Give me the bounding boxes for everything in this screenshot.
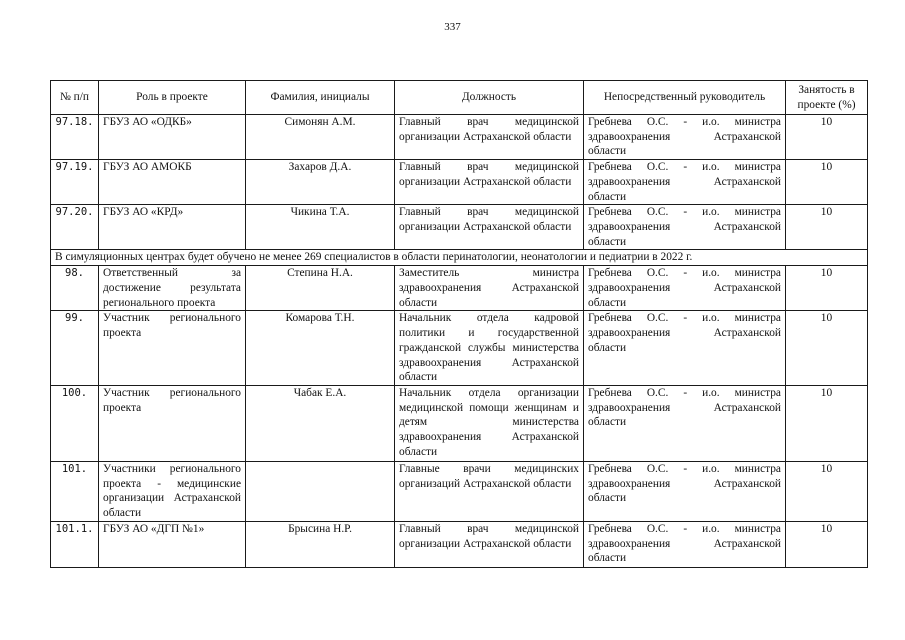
row-num: 97.18. — [51, 115, 99, 160]
row-position: Заместитель министра здравоохранения Астраханской области — [395, 266, 584, 311]
row-position: Главный врач медицинской организации Астраханской области — [395, 205, 584, 250]
row-fio: Симонян А.М. — [246, 115, 395, 160]
row-role: ГБУЗ АО «ОДКБ» — [99, 115, 246, 160]
table-row — [51, 115, 868, 160]
row-position: Главный врач медицинской организации Астраханской области — [395, 160, 584, 205]
row-num: 100. — [51, 385, 99, 461]
section-heading: В симуляционных центрах будет обучено не менее 269 специалистов в области перинатологии, неонатологии и педиатрии в 2022 г. — [51, 250, 868, 266]
row-num: 101.1. — [51, 521, 99, 567]
row-num: 99. — [51, 311, 99, 386]
header-role: Роль в проекте — [99, 81, 246, 115]
table-row — [51, 160, 868, 205]
table-row — [51, 205, 868, 250]
row-fio: Чикина Т.А. — [246, 205, 395, 250]
table-row — [51, 521, 868, 567]
row-role: Участник регионального проекта — [99, 311, 246, 386]
row-busy: 10 — [786, 311, 868, 386]
row-manager: Гребнева О.С. - и.о. министра здравоохранения Астраханской области — [584, 115, 786, 160]
row-role: Ответственный за достижение результата регионального проекта — [99, 266, 246, 311]
row-busy: 10 — [786, 266, 868, 311]
row-manager: Гребнева О.С. - и.о. министра здравоохранения Астраханской области — [584, 385, 786, 461]
row-busy: 10 — [786, 160, 868, 205]
table-row — [51, 461, 868, 521]
row-fio: Чабак Е.А. — [246, 385, 395, 461]
row-position: Главный врач медицинской организации Астраханской области — [395, 115, 584, 160]
row-fio: Брысина Н.Р. — [246, 521, 395, 567]
row-manager: Гребнева О.С. - и.о. министра здравоохранения Астраханской области — [584, 311, 786, 386]
row-manager: Гребнева О.С. - и.о. министра здравоохранения Астраханской области — [584, 160, 786, 205]
table-row — [51, 311, 868, 386]
row-role: ГБУЗ АО АМОКБ — [99, 160, 246, 205]
row-fio: Комарова Т.Н. — [246, 311, 395, 386]
row-role: Участник регионального проекта — [99, 385, 246, 461]
row-busy: 10 — [786, 461, 868, 521]
header-fio: Фамилия, инициалы — [246, 81, 395, 115]
header-num: № п/п — [51, 81, 99, 115]
row-manager: Гребнева О.С. - и.о. министра здравоохранения Астраханской области — [584, 461, 786, 521]
row-role: Участники регионального проекта - медицинские организации Астраханской области — [99, 461, 246, 521]
header-position: Должность — [395, 81, 584, 115]
section-row — [51, 250, 868, 266]
row-fio: Степина Н.А. — [246, 266, 395, 311]
row-position: Главный врач медицинской организации Астраханской области — [395, 521, 584, 567]
row-position: Главные врачи медицинских организаций Астраханской области — [395, 461, 584, 521]
row-manager: Гребнева О.С. - и.о. министра здравоохранения Астраханской области — [584, 521, 786, 567]
row-num: 101. — [51, 461, 99, 521]
row-num: 98. — [51, 266, 99, 311]
row-busy: 10 — [786, 205, 868, 250]
row-role: ГБУЗ АО «ДГП №1» — [99, 521, 246, 567]
row-busy: 10 — [786, 385, 868, 461]
project-roster-table — [50, 80, 868, 568]
row-role: ГБУЗ АО «КРД» — [99, 205, 246, 250]
row-manager: Гребнева О.С. - и.о. министра здравоохранения Астраханской области — [584, 266, 786, 311]
row-fio: Захаров Д.А. — [246, 160, 395, 205]
page-number: 337 — [444, 21, 461, 33]
table-row — [51, 266, 868, 311]
header-busy: Занятость в проекте (%) — [786, 81, 868, 115]
table-row — [51, 385, 868, 461]
row-manager: Гребнева О.С. - и.о. министра здравоохранения Астраханской области — [584, 205, 786, 250]
table-header-row — [51, 81, 868, 115]
row-fio — [246, 461, 395, 521]
row-position: Начальник отдела кадровой политики и государственной гражданской службы министерства здравоохранения Астраханской области — [395, 311, 584, 386]
row-busy: 10 — [786, 115, 868, 160]
row-position: Начальник отдела организации медицинской помощи женщинам и детям министерства здравоохранения Астраханской области — [395, 385, 584, 461]
row-busy: 10 — [786, 521, 868, 567]
header-manager: Непосредственный руководитель — [584, 81, 786, 115]
row-num: 97.19. — [51, 160, 99, 205]
row-num: 97.20. — [51, 205, 99, 250]
